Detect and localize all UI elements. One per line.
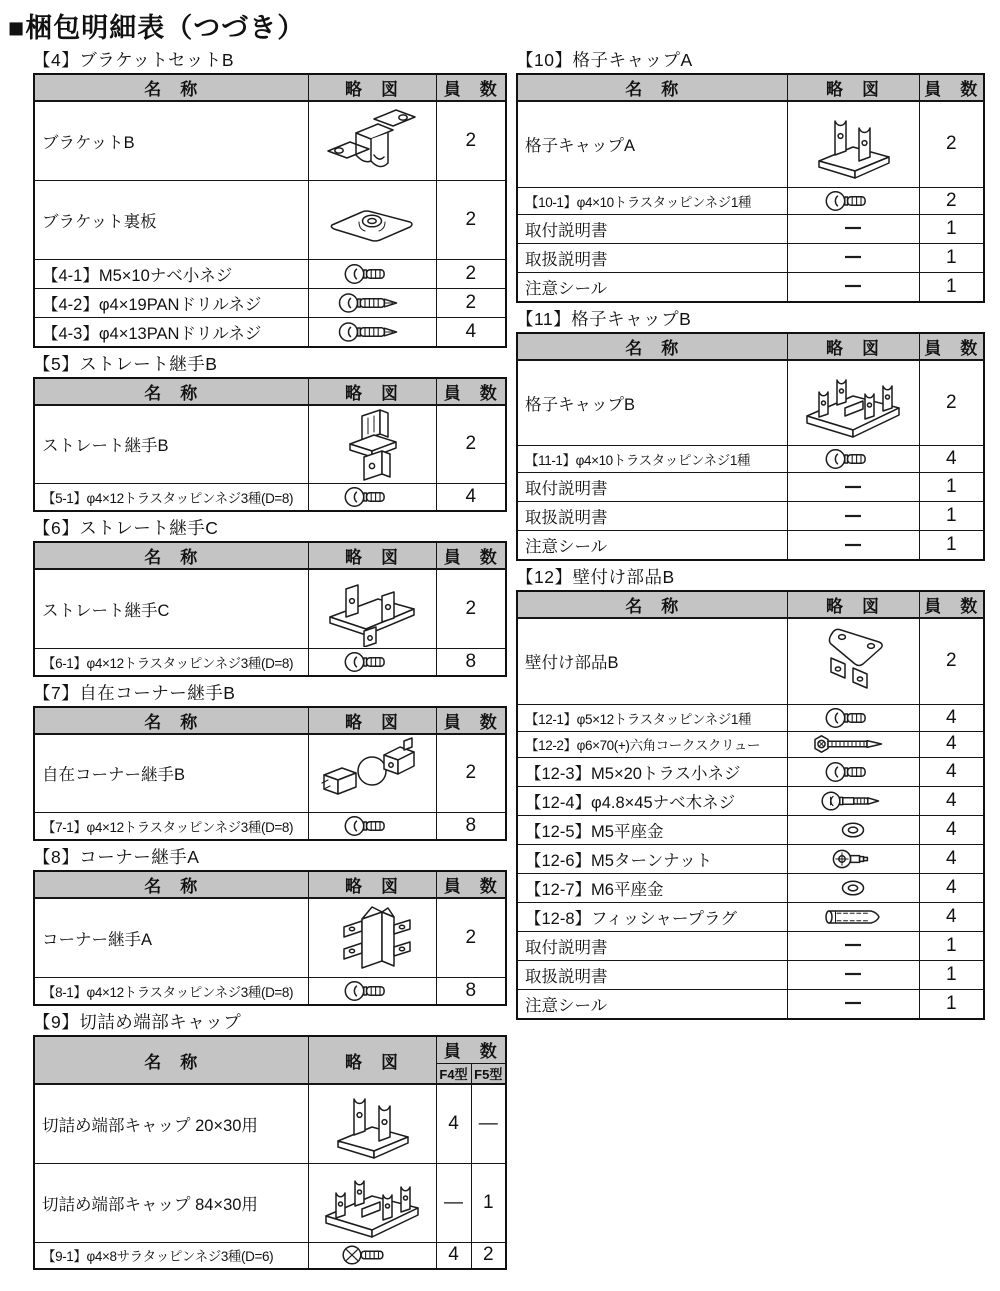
- parts-table: [33, 541, 507, 677]
- part-qty: 2: [436, 569, 506, 648]
- drill-screw-icon: [337, 319, 407, 345]
- table-row: [34, 1084, 506, 1164]
- part-qty: 2: [919, 187, 984, 214]
- parts-table-section: [516, 309, 985, 562]
- part-qty: 4: [919, 815, 984, 844]
- column-header: 名 称: [517, 591, 787, 618]
- table-row: [34, 259, 506, 288]
- end-cap-large-diagram: [320, 1164, 424, 1242]
- part-diagram-cell: [787, 844, 919, 873]
- parts-table: [516, 73, 985, 303]
- part-qty: 2: [436, 734, 506, 813]
- table-label: 【4】ブラケットセットB: [33, 50, 235, 70]
- part-name: 壁付け部品B: [517, 618, 787, 704]
- table-row: [34, 101, 506, 180]
- pan-screw-icon: [343, 484, 401, 510]
- fischer-plug-icon: [822, 907, 884, 927]
- part-diagram-cell: [308, 1243, 436, 1269]
- table-row: [517, 272, 984, 302]
- table-row: [517, 360, 984, 446]
- hex-coach-screw-icon: [812, 732, 894, 756]
- parts-table: [516, 332, 985, 562]
- part-name: 【10-1】φ4×10トラスタッピンネジ1種: [517, 187, 787, 214]
- straight-joint-b-diagram: [322, 406, 422, 482]
- part-qty: 1: [919, 989, 984, 1019]
- part-qty: 2: [919, 360, 984, 446]
- part-qty: 1: [919, 473, 984, 502]
- table-row: [34, 813, 506, 841]
- part-diagram-cell: [308, 180, 436, 259]
- parts-table: [33, 1035, 507, 1270]
- part-qty: 1: [919, 931, 984, 960]
- part-qty: —: [436, 1164, 471, 1243]
- part-name: 【5-1】φ4×12トラスタッピンネジ3種(D=8): [34, 484, 308, 512]
- table-row: [517, 618, 984, 704]
- column-header: 員 数: [436, 378, 506, 405]
- table-row: [34, 1243, 506, 1269]
- part-diagram-cell: [787, 704, 919, 731]
- part-name: 【9-1】φ4×8サラタッピンネジ3種(D=6): [34, 1243, 308, 1269]
- part-qty: 1: [919, 243, 984, 272]
- part-diagram-cell: [787, 187, 919, 214]
- part-diagram-cell: [787, 618, 919, 704]
- table-row: [517, 243, 984, 272]
- part-qty: 4: [919, 757, 984, 786]
- column-header: F5型: [471, 1063, 506, 1084]
- table-row: [517, 786, 984, 815]
- part-qty: 2: [436, 101, 506, 180]
- part-diagram-cell: [787, 502, 919, 531]
- table-row: [517, 844, 984, 873]
- part-qty: 4: [436, 1084, 471, 1164]
- table-row: [34, 734, 506, 813]
- part-diagram-cell: [787, 446, 919, 473]
- part-qty: 1: [919, 272, 984, 302]
- part-diagram-cell: [787, 101, 919, 187]
- part-name: 【8-1】φ4×12トラスタッピンネジ3種(D=8): [34, 978, 308, 1006]
- column-header: 員 数: [436, 707, 506, 734]
- part-qty: 2: [919, 101, 984, 187]
- part-name: 自在コーナー継手B: [34, 734, 308, 813]
- page-title: ■梱包明細表（つづき）: [8, 13, 306, 43]
- bracket-b-diagram: [322, 105, 422, 177]
- parts-table-section: [33, 683, 507, 842]
- end-cap-small-diagram: [324, 1085, 420, 1163]
- part-qty: 2: [919, 618, 984, 704]
- part-diagram-cell: [308, 259, 436, 288]
- parts-table-section: [33, 1012, 507, 1270]
- table-row: [34, 317, 506, 347]
- column-header: 略 図: [787, 333, 919, 360]
- part-diagram-cell: [787, 360, 919, 446]
- table-row: [34, 405, 506, 484]
- column-header: 名 称: [34, 542, 308, 569]
- drill-screw-icon: [337, 290, 407, 316]
- part-diagram-cell: [787, 931, 919, 960]
- column-header: 名 称: [34, 871, 308, 898]
- part-diagram-cell: [787, 214, 919, 243]
- dash-mark: [844, 255, 862, 259]
- table-row: [517, 757, 984, 786]
- parts-table-section: [33, 354, 507, 513]
- corner-joint-a-diagram: [320, 899, 424, 977]
- right-column: [516, 50, 985, 1020]
- part-diagram-cell: [308, 648, 436, 676]
- part-diagram-cell: [308, 101, 436, 180]
- part-qty: 1: [919, 502, 984, 531]
- table-row: [517, 187, 984, 214]
- part-name: ブラケットB: [34, 101, 308, 180]
- part-name: 格子キャップB: [517, 360, 787, 446]
- part-qty: 4: [919, 873, 984, 902]
- part-name: 【12-4】φ4.8×45ナベ木ネジ: [517, 786, 787, 815]
- part-name: 注意シール: [517, 989, 787, 1019]
- column-header: 略 図: [308, 707, 436, 734]
- bracket-backplate-diagram: [322, 191, 422, 249]
- table-label: 【5】ストレート継手B: [33, 353, 218, 374]
- part-name: 【4-1】M5×10ナベ小ネジ: [34, 259, 308, 288]
- column-header: 員 数: [436, 1036, 506, 1063]
- table-row: [34, 648, 506, 676]
- table-row: [517, 704, 984, 731]
- parts-table: [33, 870, 507, 1006]
- part-name: 注意シール: [517, 531, 787, 561]
- table-row: [517, 931, 984, 960]
- part-diagram-cell: [308, 288, 436, 317]
- part-name: 取付説明書: [517, 931, 787, 960]
- pan-screw-icon: [824, 446, 882, 472]
- part-qty: 1: [471, 1164, 506, 1243]
- part-name: 【12-7】M6平座金: [517, 873, 787, 902]
- part-diagram-cell: [308, 405, 436, 484]
- table-row: [34, 484, 506, 512]
- parts-table-section: [33, 50, 507, 348]
- table-label: 【6】ストレート継手C: [33, 518, 219, 538]
- column-header: 員 数: [919, 333, 984, 360]
- part-qty: 2: [436, 259, 506, 288]
- part-diagram-cell: [308, 734, 436, 813]
- part-qty: 1: [919, 214, 984, 243]
- table-row: [34, 1164, 506, 1243]
- part-name: 【12-3】M5×20トラス小ネジ: [517, 757, 787, 786]
- part-qty: 2: [436, 288, 506, 317]
- dash-mark: [844, 226, 862, 230]
- straight-joint-c-diagram: [320, 571, 424, 647]
- table-row: [517, 815, 984, 844]
- column-header: 名 称: [517, 333, 787, 360]
- part-name: ストレート継手C: [34, 569, 308, 648]
- flat-screw-icon: [341, 1243, 403, 1267]
- wall-bracket-diagram: [805, 622, 901, 700]
- column-header: 員 数: [919, 74, 984, 101]
- column-header: 略 図: [787, 591, 919, 618]
- part-qty: 4: [436, 484, 506, 512]
- part-qty: 4: [919, 844, 984, 873]
- part-qty: 8: [436, 978, 506, 1006]
- part-diagram-cell: [787, 531, 919, 561]
- table-row: [517, 531, 984, 561]
- pan-screw-icon: [343, 813, 401, 839]
- table-label: 【10】格子キャップA: [516, 50, 693, 70]
- part-diagram-cell: [787, 902, 919, 931]
- column-header: 略 図: [308, 1036, 436, 1084]
- pan-screw-icon: [343, 261, 401, 287]
- part-name: 【12-8】フィッシャープラグ: [517, 902, 787, 931]
- column-header: 名 称: [517, 74, 787, 101]
- washer-icon: [838, 878, 868, 898]
- part-diagram-cell: [787, 960, 919, 989]
- table-row: [34, 288, 506, 317]
- part-qty: 2: [436, 405, 506, 484]
- table-row: [517, 214, 984, 243]
- column-header: F4型: [436, 1063, 471, 1084]
- part-name: 【11-1】φ4×10トラスタッピンネジ1種: [517, 446, 787, 473]
- table-row: [517, 446, 984, 473]
- part-name: 【12-2】φ6×70(+)六角コークスクリュー: [517, 731, 787, 757]
- table-label: 【12】壁付け部品B: [516, 567, 675, 587]
- part-diagram-cell: [308, 898, 436, 978]
- table-label: 【7】自在コーナー継手B: [33, 682, 236, 703]
- part-diagram-cell: [308, 569, 436, 648]
- part-name: 取扱説明書: [517, 502, 787, 531]
- part-name: 注意シール: [517, 272, 787, 302]
- pan-screw-icon: [824, 759, 882, 785]
- part-qty: 2: [436, 180, 506, 259]
- part-qty: 2: [471, 1243, 506, 1269]
- pan-screw-icon: [343, 649, 401, 675]
- pan-screw-icon: [343, 978, 401, 1004]
- part-qty: 8: [436, 648, 506, 676]
- part-diagram-cell: [787, 757, 919, 786]
- parts-table-section: [516, 50, 985, 303]
- part-qty: 4: [919, 731, 984, 757]
- column-header: 略 図: [308, 542, 436, 569]
- part-qty: 8: [436, 813, 506, 841]
- part-name: ブラケット裏板: [34, 180, 308, 259]
- part-diagram-cell: [308, 978, 436, 1006]
- table-row: [517, 873, 984, 902]
- dash-mark: [844, 514, 862, 518]
- parts-table: [33, 73, 507, 348]
- table-row: [517, 960, 984, 989]
- part-name: ストレート継手B: [34, 405, 308, 484]
- column-header: 員 数: [436, 871, 506, 898]
- column-header: 略 図: [308, 378, 436, 405]
- parts-table: [516, 590, 985, 1020]
- parts-table: [33, 377, 507, 513]
- part-qty: 1: [919, 531, 984, 561]
- part-diagram-cell: [787, 786, 919, 815]
- part-diagram-cell: [787, 989, 919, 1019]
- part-diagram-cell: [308, 484, 436, 512]
- table-row: [517, 473, 984, 502]
- table-row: [517, 902, 984, 931]
- table-columns: [33, 50, 985, 1270]
- part-diagram-cell: [308, 813, 436, 841]
- part-qty: 4: [436, 317, 506, 347]
- part-qty: 2: [436, 898, 506, 978]
- part-name: 【12-6】M5ターンナット: [517, 844, 787, 873]
- part-qty: 4: [436, 1243, 471, 1269]
- dash-mark: [844, 543, 862, 547]
- column-header: 名 称: [34, 378, 308, 405]
- dash-mark: [844, 943, 862, 947]
- part-name: 取扱説明書: [517, 960, 787, 989]
- part-diagram-cell: [787, 272, 919, 302]
- parts-table-section: [33, 847, 507, 1006]
- dash-mark: [844, 972, 862, 976]
- turn-nut-icon: [831, 847, 875, 871]
- column-header: 員 数: [919, 591, 984, 618]
- part-name: コーナー継手A: [34, 898, 308, 978]
- column-header: 員 数: [436, 74, 506, 101]
- parts-table: [33, 706, 507, 842]
- washer-icon: [838, 820, 868, 840]
- part-qty: 1: [919, 960, 984, 989]
- part-qty: 4: [919, 446, 984, 473]
- table-row: [34, 898, 506, 978]
- part-name: 取扱説明書: [517, 243, 787, 272]
- part-qty: 4: [919, 704, 984, 731]
- universal-corner-joint-diagram: [320, 735, 424, 811]
- lattice-cap-a-diagram: [805, 105, 901, 183]
- table-label: 【11】格子キャップB: [516, 308, 692, 329]
- dash-mark: [844, 1001, 862, 1005]
- part-qty: 4: [919, 902, 984, 931]
- parts-table-section: [33, 518, 507, 677]
- part-diagram-cell: [787, 243, 919, 272]
- part-qty: —: [471, 1084, 506, 1164]
- part-name: 【4-2】φ4×19PANドリルネジ: [34, 288, 308, 317]
- dash-mark: [844, 485, 862, 489]
- column-header: 略 図: [308, 871, 436, 898]
- part-name: 【4-3】φ4×13PANドリルネジ: [34, 317, 308, 347]
- part-diagram-cell: [787, 815, 919, 844]
- column-header: 略 図: [308, 74, 436, 101]
- part-qty: 4: [919, 786, 984, 815]
- left-column: [33, 50, 507, 1270]
- part-diagram-cell: [308, 317, 436, 347]
- column-header: 名 称: [34, 74, 308, 101]
- part-diagram-cell: [308, 1084, 436, 1164]
- pan-screw-icon: [824, 188, 882, 214]
- part-name: 取付説明書: [517, 473, 787, 502]
- table-row: [517, 989, 984, 1019]
- column-header: 名 称: [34, 1036, 308, 1084]
- part-name: 【12-1】φ5×12トラスタッピンネジ1種: [517, 704, 787, 731]
- part-diagram-cell: [308, 1164, 436, 1243]
- pan-screw-icon: [824, 705, 882, 731]
- part-name: 【12-5】M5平座金: [517, 815, 787, 844]
- column-header: 員 数: [436, 542, 506, 569]
- table-row: [34, 978, 506, 1006]
- lattice-cap-b-diagram: [801, 364, 905, 442]
- part-name: 【7-1】φ4×12トラスタッピンネジ3種(D=8): [34, 813, 308, 841]
- column-header: 略 図: [787, 74, 919, 101]
- part-diagram-cell: [787, 473, 919, 502]
- dash-mark: [844, 284, 862, 288]
- table-label: 【8】コーナー継手A: [33, 847, 200, 867]
- part-diagram-cell: [787, 731, 919, 757]
- parts-table-section: [516, 567, 985, 1020]
- pan-wood-screw-icon: [820, 789, 886, 813]
- part-name: 取付説明書: [517, 214, 787, 243]
- part-name: 格子キャップA: [517, 101, 787, 187]
- column-header: 名 称: [34, 707, 308, 734]
- part-name: 切詰め端部キャップ 84×30用: [34, 1164, 308, 1243]
- table-row: [517, 502, 984, 531]
- table-row: [517, 731, 984, 757]
- table-row: [517, 101, 984, 187]
- table-row: [34, 180, 506, 259]
- table-row: [34, 569, 506, 648]
- part-name: 切詰め端部キャップ 20×30用: [34, 1084, 308, 1164]
- part-name: 【6-1】φ4×12トラスタッピンネジ3種(D=8): [34, 648, 308, 676]
- part-diagram-cell: [787, 873, 919, 902]
- table-label: 【9】切詰め端部キャップ: [33, 1012, 242, 1032]
